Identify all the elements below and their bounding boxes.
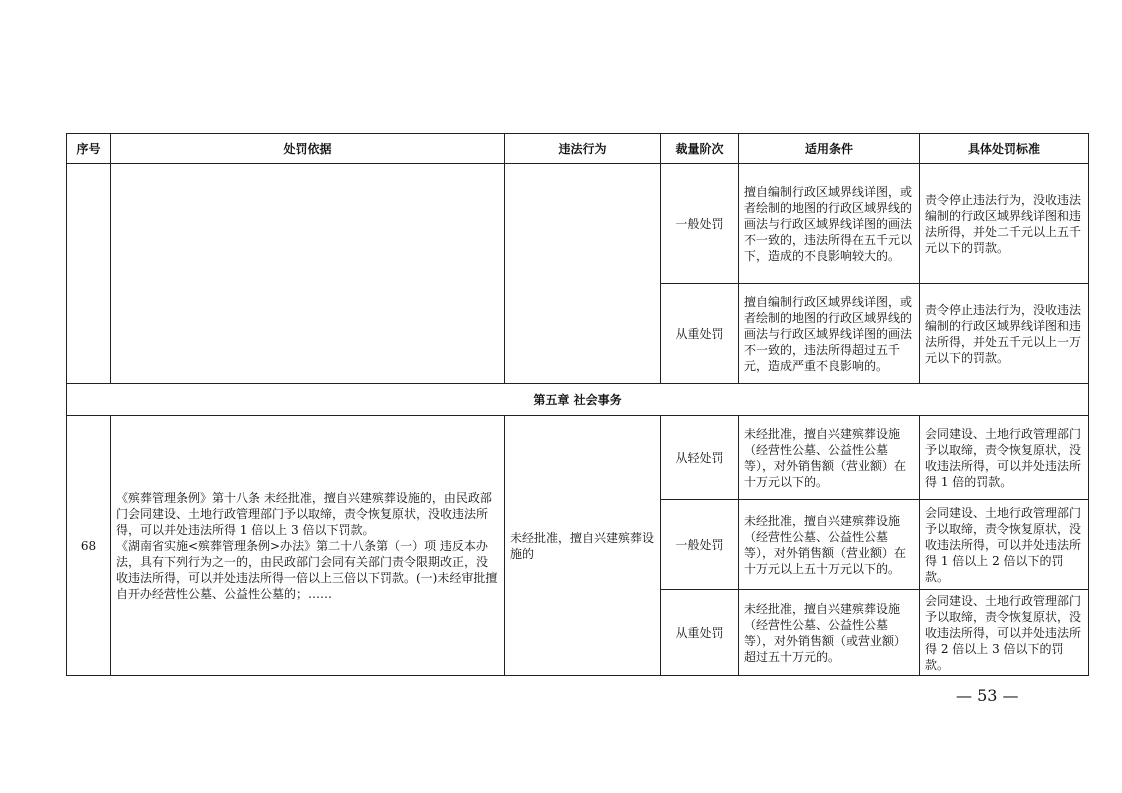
level-cell: 一般处罚	[661, 500, 739, 590]
table-row	[67, 416, 1089, 500]
standard-cell: 责令停止违法行为，没收违法编制的行政区域界线详图和违法所得，并处五千元以上一万元以下的罚款。	[920, 284, 1089, 384]
header-seq: 序号	[67, 134, 111, 164]
basis-cell-empty	[111, 164, 505, 384]
level-cell: 从重处罚	[661, 284, 739, 384]
table-row	[67, 164, 1089, 284]
level-cell: 一般处罚	[661, 164, 739, 284]
basis-cell	[111, 416, 505, 676]
condition-cell: 未经批准，擅自兴建殡葬设施（经营性公墓、公益性公墓等），对外销售额（或营业额）超过五十万元的。	[739, 590, 920, 676]
condition-cell: 未经批准，擅自兴建殡葬设施（经营性公墓、公益性公墓等），对外销售额（营业额）在十万元以上五十万元以下的。	[739, 500, 920, 590]
violation-cell: 未经批准，擅自兴建殡葬设施的	[505, 416, 661, 676]
basis-paragraph: 《殡葬管理条例》第十八条 未经批准，擅自兴建殡葬设施的，由民政部门会同建设、土地行政管理部门予以取缔，责令恢复原状，没收违法所得，可以并处违法所得 1 倍以上 3 倍以下罚款。	[116, 490, 492, 537]
standard-cell: 会同建设、土地行政管理部门予以取缔，责令恢复原状，没收违法所得，可以并处违法所得 1 倍的罚款。	[920, 416, 1089, 500]
header-condition: 适用条件	[739, 134, 920, 164]
standard-cell: 责令停止违法行为，没收违法编制的行政区域界线详图和违法所得，并处二千元以上五千元以下的罚款。	[920, 164, 1089, 284]
penalty-table	[66, 133, 1089, 676]
condition-cell: 擅自编制行政区域界线详图，或者绘制的地图的行政区域界线的画法与行政区域界线详图的画法不一致的，违法所得在五千元以下，造成的不良影响较大的。	[739, 164, 920, 284]
header-basis: 处罚依据	[111, 134, 505, 164]
standard-cell: 会同建设、土地行政管理部门予以取缔，责令恢复原状，没收违法所得，可以并处违法所得 2 倍以上 3 倍以下的罚款。	[920, 590, 1089, 676]
header-row	[67, 134, 1089, 164]
level-cell: 从重处罚	[661, 590, 739, 676]
violation-cell-empty	[505, 164, 661, 384]
standard-cell: 会同建设、土地行政管理部门予以取缔，责令恢复原状，没收违法所得，可以并处违法所得 1 倍以上 2 倍以下的罚款。	[920, 500, 1089, 590]
seq-cell: 68	[67, 416, 111, 676]
basis-paragraph: 《湖南省实施<殡葬管理条例>办法》第二十八条第（一）项 违反本办法，具有下列行为之一的，由民政部门会同有关部门责令限期改正，没收违法所得，可以并处违法所得一倍以上三倍以下罚款。(一)未经审批擅自开办经营性公墓、公益性公墓的；……	[116, 538, 498, 601]
header-level: 裁量阶次	[661, 134, 739, 164]
page-number: — 53 —	[956, 686, 1019, 705]
level-cell: 从轻处罚	[661, 416, 739, 500]
header-violation: 违法行为	[505, 134, 661, 164]
seq-cell-empty	[67, 164, 111, 384]
chapter-row	[67, 384, 1089, 416]
header-standard: 具体处罚标准	[920, 134, 1089, 164]
chapter-title: 第五章 社会事务	[67, 384, 1089, 416]
condition-cell: 未经批准，擅自兴建殡葬设施（经营性公墓、公益性公墓等），对外销售额（营业额）在十万元以下的。	[739, 416, 920, 500]
condition-cell: 擅自编制行政区域界线详图，或者绘制的地图的行政区域界线的画法与行政区域界线详图的画法不一致的，违法所得超过五千元，造成严重不良影响的。	[739, 284, 920, 384]
